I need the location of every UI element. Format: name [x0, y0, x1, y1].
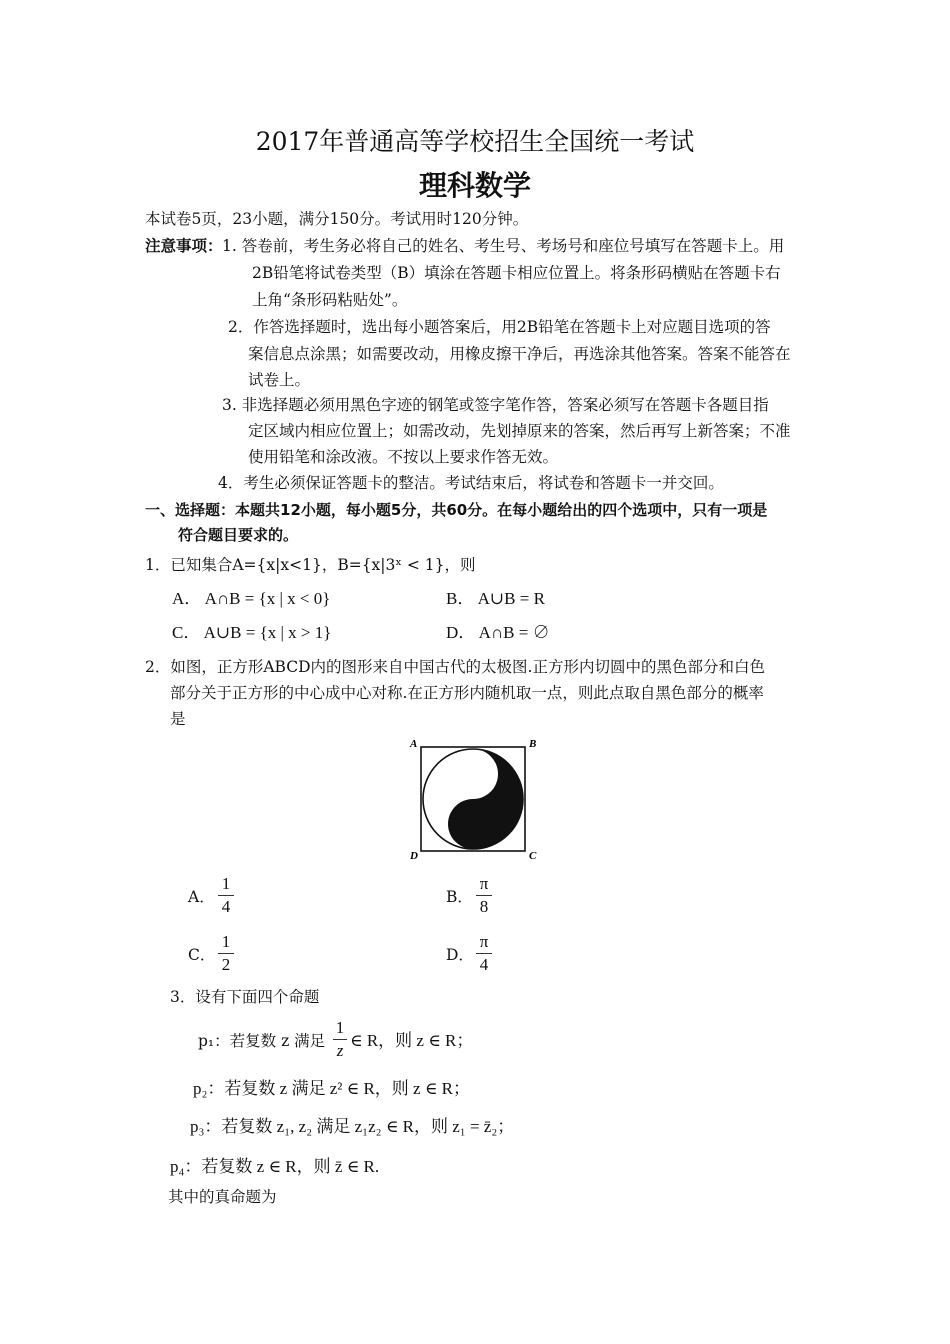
fraction-denominator: 8 — [479, 897, 489, 916]
exam-title: 2017年普通高等学校招生全国统一考试 — [255, 127, 695, 156]
proposition-p3: p₃：若复数 z₁, z₂ 满足 z₁z₂ ∈ R，则 z₁ = z̄₂； — [190, 1117, 515, 1136]
question-2-line: 是 — [170, 710, 186, 728]
fraction-numerator: 1 — [335, 1018, 345, 1037]
note-line: 使用铅笔和涂改液。不按以上要求作答无效。 — [248, 448, 559, 466]
question-2-line: 部分关于正方形的中心成中心对称.在正方形内随机取一点，则此点取自黑色部分的概率 — [170, 684, 764, 702]
note-line: 1. 答卷前，考生务必将自己的姓名、考生号、考场号和座位号填写在答题卡上。用 — [222, 237, 785, 255]
proposition-p1-post: ∈ R，则 z ∈ R； — [350, 1031, 474, 1050]
vertex-label-a: A — [410, 738, 418, 750]
fraction-denominator: 2 — [221, 955, 231, 974]
note-line: 4．考生必须保证答题卡的整洁。考试结束后，将试卷和答题卡一并交回。 — [218, 474, 724, 492]
exam-subject: 理科数学 — [418, 169, 531, 202]
fraction-numerator: 1 — [221, 932, 231, 951]
note-line: 定区域内相应位置上；如需改动，先划掉原来的答案，然后再写上新答案；不准 — [248, 422, 791, 440]
question-2-line: 2．如图，正方形ABCD内的图形来自中国古代的太极图.正方形内切圆中的黑色部分和白色 — [145, 658, 765, 676]
proposition-p1-fraction — [333, 1018, 347, 1061]
q2-option-b-label: B． — [446, 888, 473, 906]
note-line: 2B铅笔将试卷类型（B）填涂在答题卡相应位置上。将条形码横贴在答题卡右 — [252, 264, 781, 282]
q1-option-c: C． A∪B = {x | x > 1} — [172, 623, 332, 642]
fraction-numerator: π — [479, 932, 489, 951]
note-line: 案信息点涂黑；如需要改动，用橡皮擦干净后，再选涂其他答案。答案不能答在 — [248, 345, 791, 363]
taiji-diagram — [408, 735, 543, 863]
question-1-stem: 1．已知集合A={x|x<1}，B={x|3ˣ < 1}，则 — [145, 556, 476, 574]
note-line: 上角“条形码粘贴处”。 — [252, 291, 408, 309]
note-line: 3. 非选择题必须用黑色字迹的钢笔或签字笔作答，答案必须写在答题卡各题目指 — [222, 396, 769, 414]
q2-option-d-fraction — [476, 932, 492, 975]
taiji-figure — [408, 735, 543, 863]
question-3-tail: 其中的真命题为 — [168, 1188, 277, 1206]
q2-option-d-label: D． — [446, 946, 474, 964]
question-3-stem: 3．设有下面四个命题 — [170, 988, 320, 1006]
q1-option-a: A． A∩B = {x | x < 0} — [172, 589, 331, 608]
note-line: 试卷上。 — [248, 371, 311, 389]
intro-text: 本试卷5页，23小题，满分150分。考试用时120分钟。 — [145, 210, 529, 228]
q1-option-b: B． A∪B = R — [446, 589, 545, 608]
vertex-label-b: B — [529, 738, 537, 750]
fraction-numerator: π — [479, 874, 489, 893]
q2-option-a-fraction — [218, 874, 234, 917]
q2-option-c-fraction — [218, 932, 234, 975]
proposition-p1-pre: p₁：若复数 z 满足 — [198, 1032, 326, 1050]
section-heading-cont: 符合题目要求的。 — [178, 526, 299, 544]
fraction-denominator: 4 — [479, 955, 489, 974]
fraction-denominator: z — [336, 1041, 344, 1060]
proposition-p4: p₄：若复数 z ∈ R，则 z̄ ∈ R. — [170, 1157, 380, 1176]
proposition-p2: p₂：若复数 z 满足 z² ∈ R，则 z ∈ R； — [193, 1079, 471, 1098]
section-heading: 一、选择题：本题共12小题，每小题5分，共60分。在每小题给出的四个选项中，只有一项是 — [145, 501, 768, 519]
q2-option-c-label: C． — [188, 946, 216, 964]
notes-label: 注意事项： — [145, 237, 223, 255]
fraction-numerator: 1 — [221, 874, 231, 893]
q1-option-d: D． A∩B = ∅ — [446, 623, 550, 642]
vertex-label-c: C — [529, 850, 537, 862]
fraction-denominator: 4 — [221, 897, 231, 916]
vertex-label-d: D — [410, 850, 418, 862]
note-line: 2．作答选择题时，选出每小题答案后，用2B铅笔在答题卡上对应题目选项的答 — [228, 318, 771, 336]
q2-option-a-label: A． — [188, 888, 215, 906]
q2-option-b-fraction — [476, 874, 492, 917]
